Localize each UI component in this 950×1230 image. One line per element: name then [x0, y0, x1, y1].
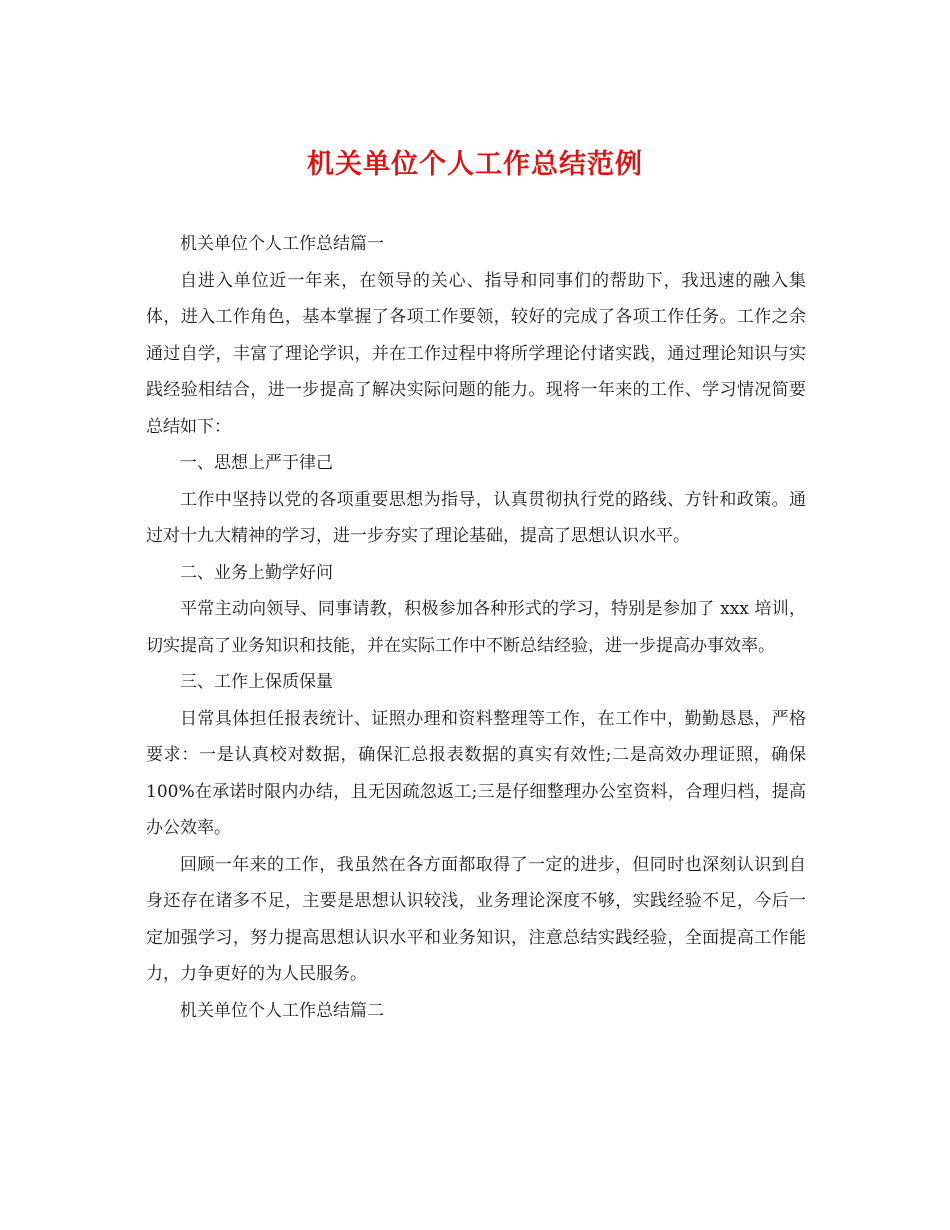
document-body [146, 226, 806, 1029]
review-paragraph: 回顾一年来的工作，我虽然在各方面都取得了一定的进步，但同时也深刻认识到自身还存在诸多不足，主要是思想认识较浅，业务理论深度不够，实践经验不足，今后一定加强学习，努力提高思想认识水平和业务知识，注意总结实践经验，全面提高工作能力，力争更好的为人民服务。 [146, 854, 806, 984]
subheading-thought: 一、思想上严于律己 [180, 453, 333, 473]
section-heading-part-one: 机关单位个人工作总结篇一 [180, 234, 384, 254]
intro-paragraph: 自进入单位近一年来，在领导的关心、指导和同事们的帮助下，我迅速的融入集体，进入工作角色，基本掌握了各项工作要领，较好的完成了各项工作任务。工作之余通过自学，丰富了理论学识，并在工作过程中将所学理论付诸实践，通过理论知识与实践经验相结合，进一步提高了解决实际问题的能力。现将一年来的工作、学习情况简要总结如下： [146, 270, 806, 437]
document-title: 机关单位个人工作总结范例 [307, 149, 643, 180]
work-paragraph: 日常具体担任报表统计、证照办理和资料整理等工作，在工作中，勤勤恳恳，严格要求：一是认真校对数据，确保汇总报表数据的真实有效性;二是高效办理证照，确保 100%在承诺时限内办结，且无因疏忽返工;三是仔细整理办公室资料，合理归档，提高办公效率。 [146, 708, 806, 838]
thought-paragraph: 工作中坚持以党的各项重要思想为指导，认真贯彻执行党的路线、方针和政策。通过对十九大精神的学习，进一步夯实了理论基础，提高了思想认识水平。 [146, 489, 806, 546]
subheading-business: 二、业务上勤学好问 [180, 562, 333, 583]
subheading-work: 三、工作上保质保量 [180, 672, 333, 692]
business-paragraph: 平常主动向领导、同事请教，积极参加各种形式的学习，特别是参加了 xxx 培训，切实提高了业务知识和技能，并在实际工作中不断总结经验，进一步提高办事效率。 [146, 599, 806, 656]
section-heading-part-two: 机关单位个人工作总结篇二 [180, 1000, 384, 1021]
